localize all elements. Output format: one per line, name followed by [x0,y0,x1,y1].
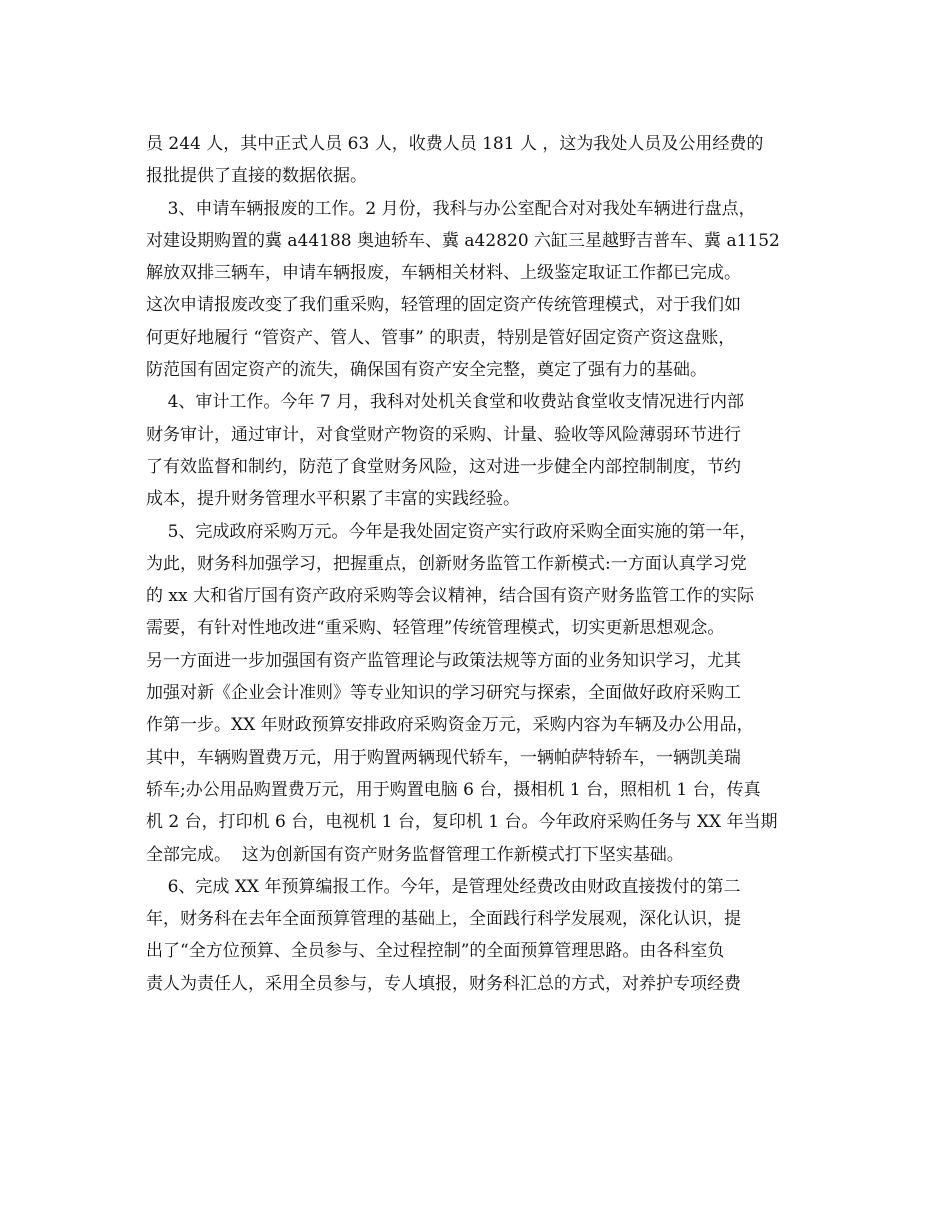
text-line: 全部完成。 这为创新国有资产财务监督管理工作新模式打下坚实基础。 [146,844,684,865]
text-line: 责人为责任人，采用全员参与，专人填报，财务科汇总的方式，对养护专项经费 [146,973,741,994]
text-line: 财务审计，通过审计，对食堂财产物资的采购、计量、验收等风险薄弱环节进行 [146,424,741,445]
text-line: 加强对新《企业会计准则》等专业知识的学习研究与探索，全面做好政府采购工 [146,683,741,704]
text-line: 5、完成政府采购万元。今年是我处固定资产实行政府采购全面实施的第一年， [146,521,757,542]
text-line: 解放双排三辆车，申请车辆报废，车辆相关材料、上级鉴定取证工作都已完成。 [146,263,741,284]
text-line: 年，财务科在去年全面预算管理的基础上，全面践行科学发展观，深化认识，提 [146,909,741,930]
text-line: 这次申请报废改变了我们重采购，轻管理的固定资产传统管理模式，对于我们如 [146,295,741,316]
text-line: 了有效监督和制约，防范了食堂财务风险，这对进一步健全内部控制制度，节约 [146,456,741,477]
text-line: 另一方面进一步加强国有资产监管理论与政策法规等方面的业务知识学习，尤其 [146,650,741,671]
text-line: 3、申请车辆报废的工作。2 月份，我科与办公室配合对对我处车辆进行盘点， [146,198,756,219]
text-line: 其中，车辆购置费万元，用于购置两辆现代轿车，一辆帕萨特轿车，一辆凯美瑞 [146,747,741,768]
text-line: 对建设期购置的冀 a44188 奥迪轿车、冀 a42820 六缸三星越野吉普车、冀 a1152 [146,230,780,251]
text-line: 为此，财务科加强学习，把握重点，创新财务监管工作新模式:一方面认真学习党 [146,553,747,574]
text-line: 6、完成 XX 年预算编报工作。今年，是管理处经费改由财政直接拨付的第二 [146,876,741,897]
text-line: 何更好地履行 “管资产、管人、管事” 的职责，特别是管好固定资产资这盘账， [146,327,736,348]
text-line: 4、审计工作。今年 7 月，我科对处机关食堂和收费站食堂收支情况进行内部 [146,392,745,413]
text-line: 出了“全方位预算、全员参与、全过程控制”的全面预算管理思路。由各科室负 [146,941,725,962]
text-line: 作第一步。XX 年财政预算安排政府采购资金万元，采购内容为车辆及办公用品， [146,715,754,736]
text-line: 的 xx 大和省厅国有资产政府采购等会议精神，结合国有资产财务监管工作的实际 [146,586,754,607]
text-line: 员 244 人，其中正式人员 63 人，收费人员 181 人 ，这为我处人员及公用经费的 [146,134,764,154]
text-line: 机 2 台，打印机 6 台，电视机 1 台，复印机 1 台。今年政府采购任务与 XX 年当期 [146,812,778,833]
text-line: 防范国有固定资产的流失，确保国有资产安全完整，奠定了强有力的基础。 [146,360,707,381]
text-line: 成本，提升财务管理水平积累了丰富的实践经验。 [146,489,520,510]
text-line: 报批提供了直接的数据依据。 [146,166,367,187]
text-line: 需要，有针对性地改进“重采购、轻管理”传统管理模式，切实更新思想观念。 [146,618,725,639]
document-body [146,128,816,1000]
text-line: 轿车;办公用品购置费万元，用于购置电脑 6 台，摄相机 1 台，照相机 1 台，传真 [146,779,761,800]
